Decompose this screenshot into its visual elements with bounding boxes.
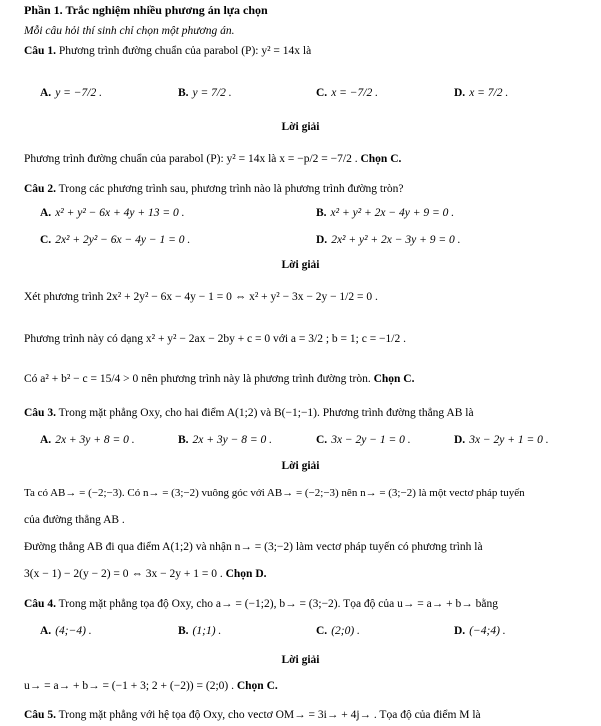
- question-1: [24, 44, 311, 59]
- option-b[interactable]: B. x² + y² + 2x − 4y + 9 = 0 .: [316, 207, 455, 219]
- solution-heading: Lời giải: [281, 259, 320, 271]
- question-label: Câu 2.: [24, 183, 56, 195]
- option-b[interactable]: B. (1;1) .: [178, 625, 222, 637]
- option-c[interactable]: C. 2x² + 2y² − 6x − 4y − 1 = 0 .: [40, 234, 191, 246]
- solution-heading: Lời giải: [281, 460, 320, 472]
- option-a[interactable]: A. y = −7/2 .: [40, 87, 103, 99]
- option-b[interactable]: B. 2x + 3y − 8 = 0 .: [178, 434, 273, 446]
- q3-solution-1: Ta có AB→ = (−2;−3). Có n→ = (3;−2) vuông góc với AB→ = (−2;−3) nên n→ = (3;−2) là một vectơ pháp tuyến: [24, 487, 525, 499]
- question-label: Câu 5.: [24, 709, 56, 721]
- question-5: [24, 708, 481, 723]
- question-label: Câu 3.: [24, 407, 56, 419]
- q3-solution-3: Đường thẳng AB đi qua điểm A(1;2) và nhận n→ = (3;−2) làm vectơ pháp tuyến có phương trình là: [24, 541, 483, 553]
- option-a[interactable]: A. (4;−4) .: [40, 625, 92, 637]
- solution-heading: Lời giải: [281, 654, 320, 666]
- q1-solution: Phương trình đường chuẩn của parabol (P): y² = 14x là x = −p/2 = −7/2 . Chọn C.: [24, 153, 402, 165]
- option-d[interactable]: D. 3x − 2y + 1 = 0 .: [454, 434, 549, 446]
- instruction: Mỗi câu hỏi thí sinh chỉ chọn một phương án.: [24, 25, 235, 37]
- question-3: [24, 406, 474, 421]
- q2-solution-2: Phương trình này có dạng x² + y² − 2ax − 2by + c = 0 với a = 3/2 ; b = 1; c = −1/2 .: [24, 333, 406, 345]
- q4-solution: u→ = a→ + b→ = (−1 + 3; 2 + (−2)) = (2;0) . Chọn C.: [24, 680, 278, 692]
- option-d[interactable]: D. (−4;4) .: [454, 625, 506, 637]
- option-c[interactable]: C. 3x − 2y − 1 = 0 .: [316, 434, 411, 446]
- answer: Chọn C.: [236, 680, 278, 692]
- question-4: [24, 597, 498, 612]
- question-text: Trong mặt phẳng tọa độ Oxy, cho a→ = (−1;2), b→ = (3;−2). Tọa độ của u→ = a→ + b→ bằng: [58, 598, 498, 610]
- answer: Chọn C.: [373, 373, 415, 385]
- option-b[interactable]: B. y = 7/2 .: [178, 87, 232, 99]
- q2-solution-3: Có a² + b² − c = 15/4 > 0 nên phương trình này là phương trình đường tròn. Chọn C.: [24, 373, 415, 385]
- option-d[interactable]: D. 2x² + y² + 2x − 3y + 9 = 0 .: [316, 234, 461, 246]
- q2-options-row-1: [0, 206, 601, 224]
- option-c[interactable]: C. (2;0) .: [316, 625, 360, 637]
- question-2: [24, 182, 404, 197]
- option-d[interactable]: D. x = 7/2 .: [454, 87, 509, 99]
- solution-heading: Lời giải: [281, 121, 320, 133]
- q3-options: [0, 433, 601, 451]
- question-text: Trong mặt phẳng Oxy, cho hai điểm A(1;2) và B(−1;−1). Phương trình đường thẳng AB là: [58, 407, 474, 419]
- question-text: Trong các phương trình sau, phương trình nào là phương trình đường tròn?: [58, 183, 404, 195]
- q3-solution-4: 3(x − 1) − 2(y − 2) = 0 ⇔ 3x − 2y + 1 = 0 . Chọn D.: [24, 568, 267, 580]
- q2-options-row-2: [0, 233, 601, 251]
- question-text: Phương trình đường chuẩn của parabol (P): y² = 14x là: [58, 45, 312, 57]
- option-a[interactable]: A. x² + y² − 6x + 4y + 13 = 0 .: [40, 207, 185, 219]
- part-title: Phần 1. Trắc nghiệm nhiều phương án lựa chọn: [24, 3, 268, 17]
- q4-options: [0, 624, 601, 642]
- answer: Chọn D.: [225, 568, 267, 580]
- question-label: Câu 1.: [24, 45, 56, 57]
- answer: Chọn C.: [360, 153, 402, 165]
- q1-options: [0, 86, 601, 104]
- question-label: Câu 4.: [24, 598, 56, 610]
- q3-solution-2: của đường thẳng AB .: [24, 514, 125, 526]
- question-text: Trong mặt phẳng với hệ tọa độ Oxy, cho vectơ OM→ = 3i→ + 4j→ . Tọa độ của điểm M là: [58, 709, 481, 721]
- q2-solution-1: Xét phương trình 2x² + 2y² − 6x − 4y − 1 = 0 ⇔ x² + y² − 3x − 2y − 1/2 = 0 .: [24, 291, 378, 303]
- option-c[interactable]: C. x = −7/2 .: [316, 87, 379, 99]
- option-a[interactable]: A. 2x + 3y + 8 = 0 .: [40, 434, 135, 446]
